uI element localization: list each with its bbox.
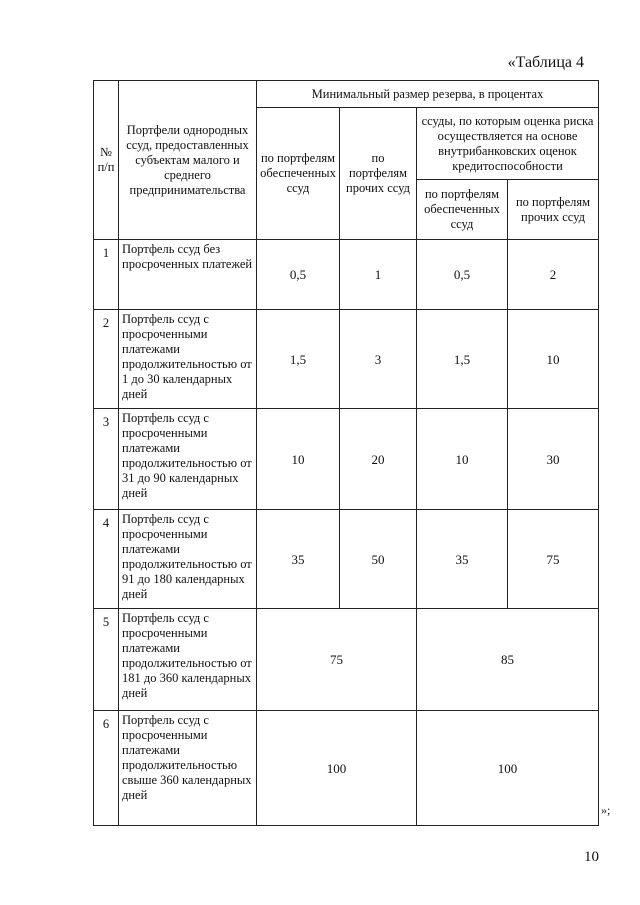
- value-secured: 1,5: [257, 310, 340, 409]
- value-internal-secured: 1,5: [417, 310, 508, 409]
- value-other: 20: [340, 409, 417, 510]
- value-internal-other: 10: [508, 310, 599, 409]
- table-row: [94, 240, 599, 310]
- value-internal-secured: 0,5: [417, 240, 508, 310]
- value-other: 3: [340, 310, 417, 409]
- header-secured: по портфелям обеспеченных ссуд: [257, 108, 340, 240]
- row-portfolio-name: Портфель ссуд с просроченными платежами продолжительностью от 181 до 360 календарных дней: [119, 609, 257, 711]
- row-portfolio-name: Портфель ссуд с просроченными платежами продолжительностью свыше 360 календарных дней: [119, 711, 257, 826]
- table-row: [94, 510, 599, 609]
- row-portfolio-name: Портфель ссуд с просроченными платежами продолжительностью от 91 до 180 календарных дней: [119, 510, 257, 609]
- value-merged-standard: 75: [257, 609, 417, 711]
- value-merged-internal: 100: [417, 711, 599, 826]
- row-number: 4: [94, 510, 119, 609]
- header-internal-other: по портфелям прочих ссуд: [508, 180, 599, 240]
- page-number: 10: [584, 849, 599, 865]
- header-internal-group: ссуды, по которым оценка риска осуществляется на основе внутрибанковских оценок кредитоспособности: [417, 108, 599, 180]
- value-secured: 10: [257, 409, 340, 510]
- reserve-table: [93, 80, 599, 826]
- header-min-reserve: Минимальный размер резерва, в процентах: [257, 81, 599, 108]
- value-secured: 35: [257, 510, 340, 609]
- value-internal-secured: 35: [417, 510, 508, 609]
- value-merged-internal: 85: [417, 609, 599, 711]
- value-other: 1: [340, 240, 417, 310]
- table-row: [94, 609, 599, 711]
- header-other: по портфелям прочих ссуд: [340, 108, 417, 240]
- value-internal-other: 2: [508, 240, 599, 310]
- row-portfolio-name: Портфель ссуд с просроченными платежами продолжительностью от 31 до 90 календарных дней: [119, 409, 257, 510]
- row-number: 3: [94, 409, 119, 510]
- value-merged-standard: 100: [257, 711, 417, 826]
- value-internal-other: 75: [508, 510, 599, 609]
- closing-quote: »;: [601, 803, 611, 817]
- header-internal-secured: по портфелям обеспеченных ссуд: [417, 180, 508, 240]
- row-number: 1: [94, 240, 119, 310]
- row-number: 5: [94, 609, 119, 711]
- value-other: 50: [340, 510, 417, 609]
- header-num: № п/п: [94, 81, 119, 240]
- value-internal-secured: 10: [417, 409, 508, 510]
- table-row: [94, 711, 599, 826]
- table-caption: «Таблица 4: [507, 54, 584, 71]
- row-number: 2: [94, 310, 119, 409]
- row-number: 6: [94, 711, 119, 826]
- header-portfolio: Портфели однородных ссуд, предоставленных субъектам малого и среднего предпринимательства: [119, 81, 257, 240]
- table-row: [94, 310, 599, 409]
- row-portfolio-name: Портфель ссуд с просроченными платежами продолжительностью от 1 до 30 календарных дней: [119, 310, 257, 409]
- table-row: [94, 409, 599, 510]
- value-secured: 0,5: [257, 240, 340, 310]
- row-portfolio-name: Портфель ссуд без просроченных платежей: [119, 240, 257, 310]
- value-internal-other: 30: [508, 409, 599, 510]
